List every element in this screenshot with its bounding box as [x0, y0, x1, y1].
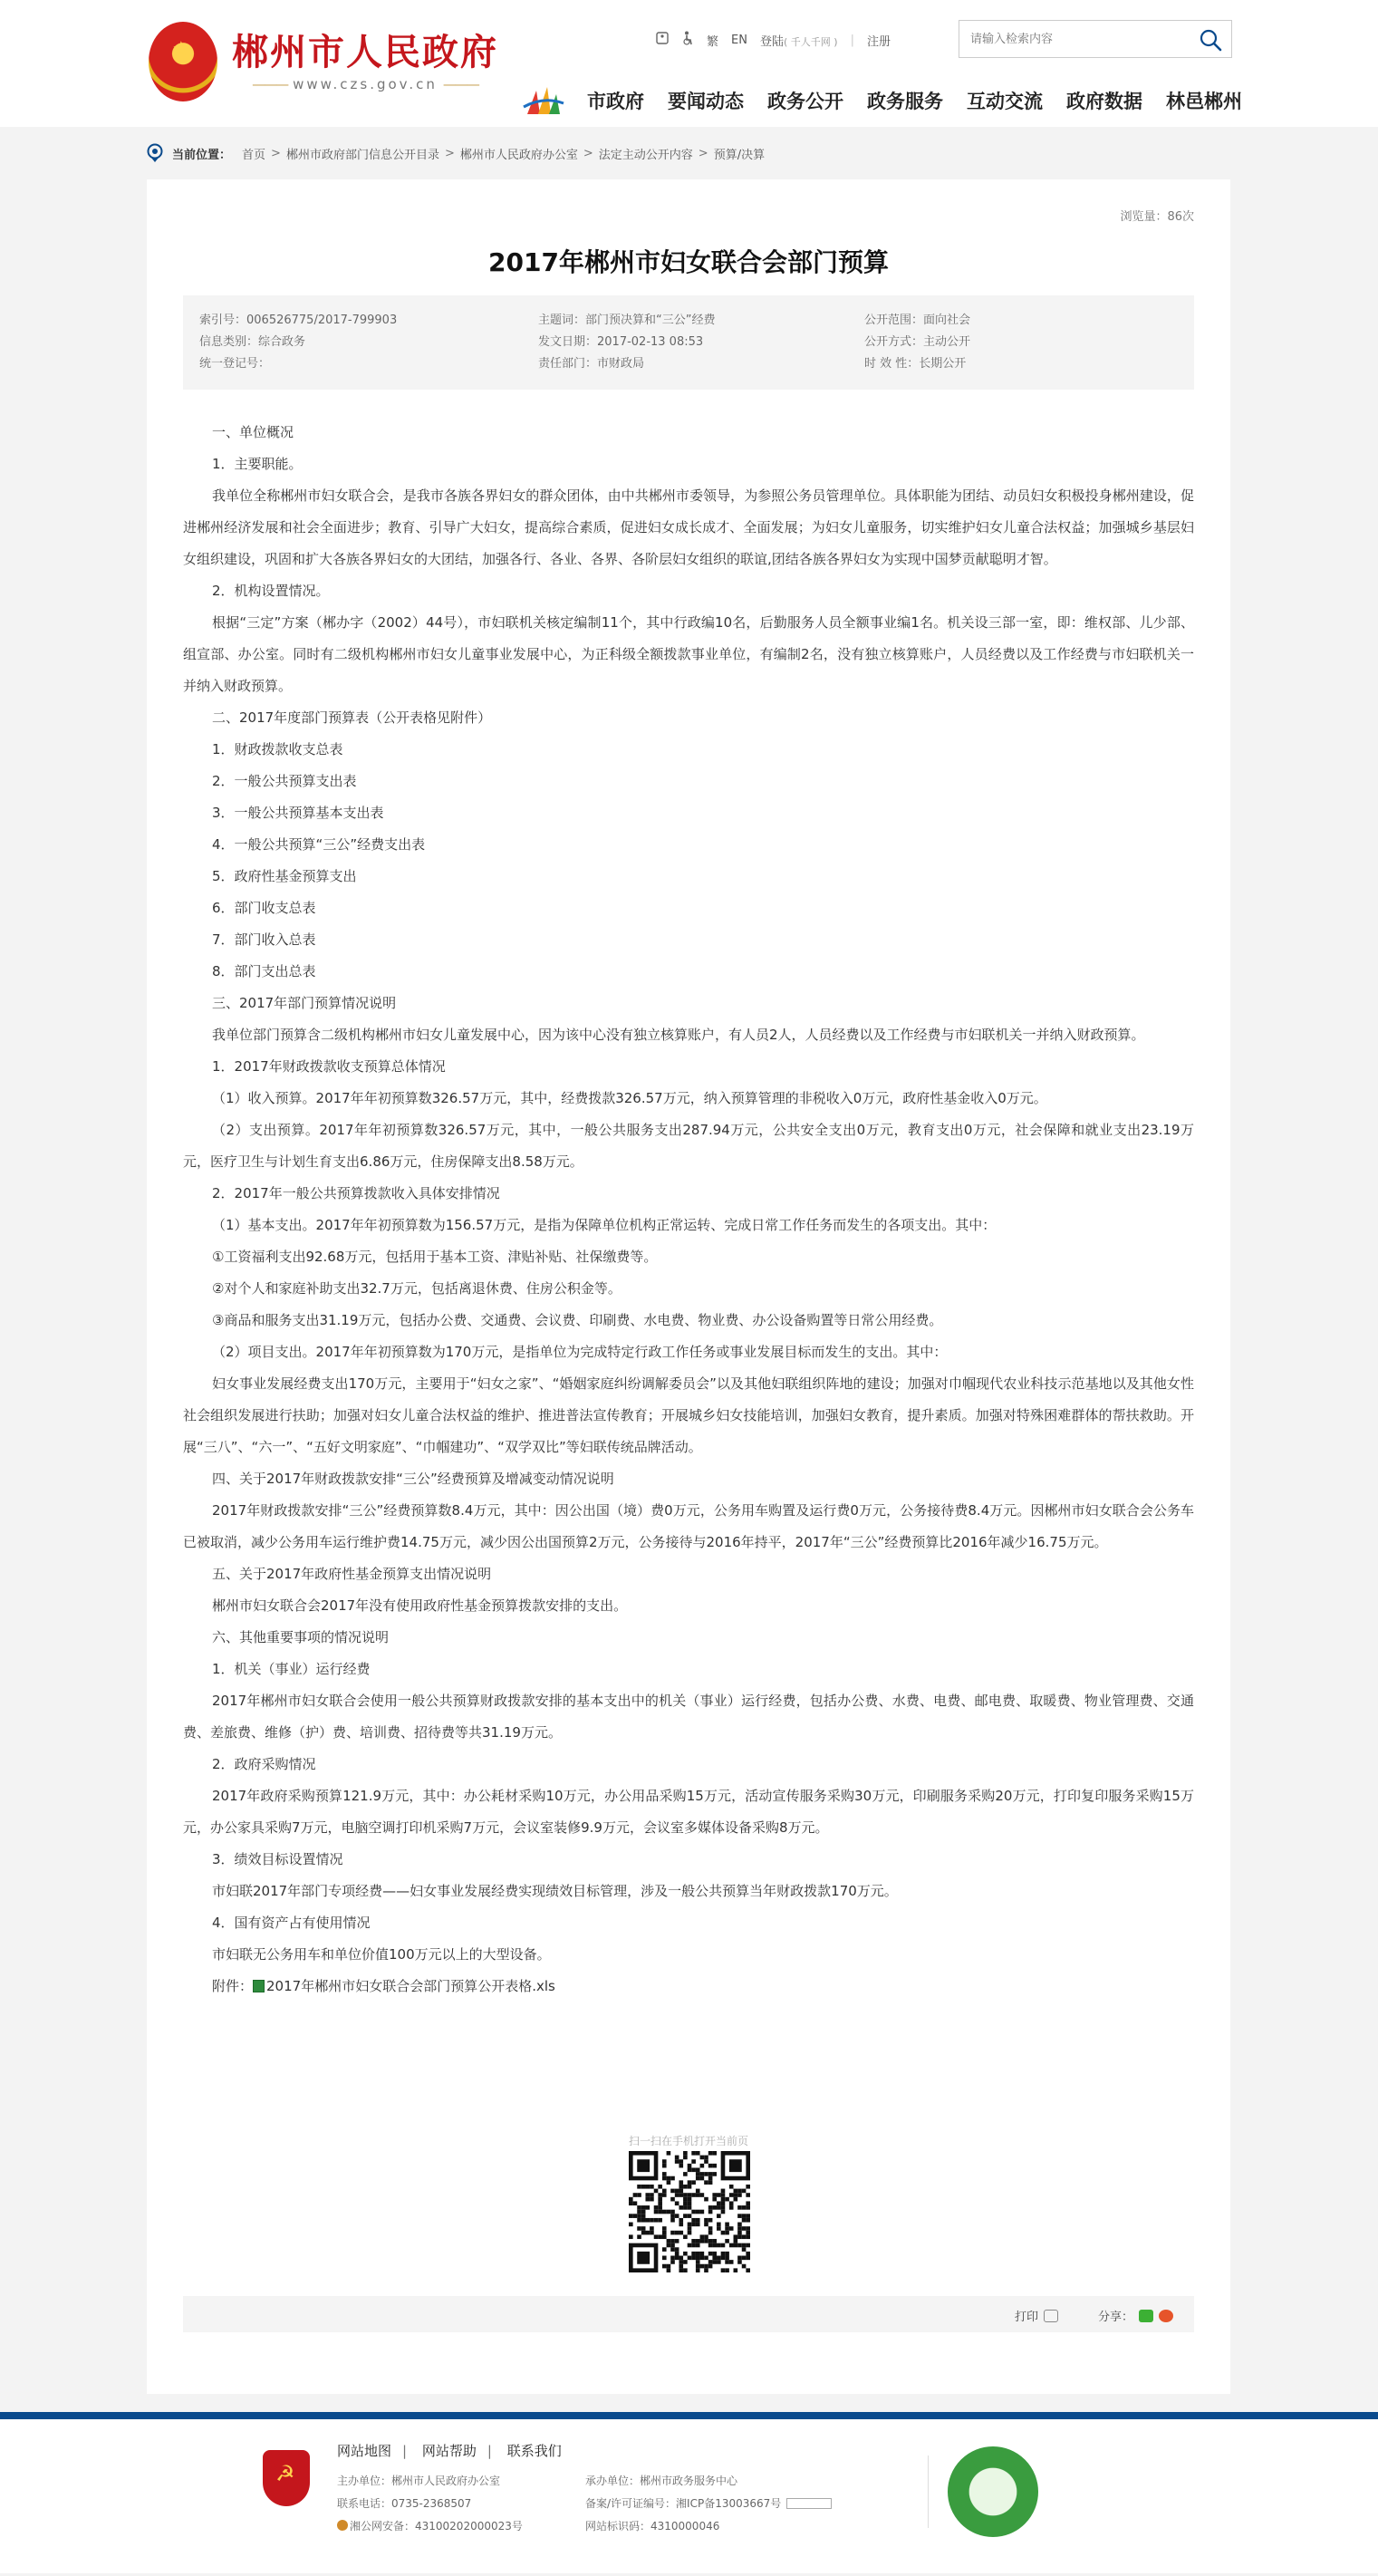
footer-icp[interactable]: 备案/许可证编号：湘ICP备13003667号 [585, 2497, 782, 2510]
article-body [183, 417, 1194, 2002]
article-paragraph: 市妇联2017年部门专项经费——妇女事业发展经费实现绩效目标管理，涉及一般公共预算当年财政拨款170万元。 [212, 1883, 898, 1899]
article-paragraph: 我单位部门预算含二级机构郴州市妇女儿童发展中心，因为该中心没有独立核算账户，有人员2人，人员经费以及工作经费与市妇联机关一并纳入财政预算。 [212, 1027, 1145, 1043]
party-emblem-icon[interactable] [263, 2450, 310, 2506]
article-paragraph: ③商品和服务支出31.19万元，包括办公费、交通费、会议费、印刷费、水电费、物业费、办公设备购置等日常公用经费。 [212, 1312, 943, 1328]
article-paragraph: （1）基本支出。2017年年初预算数为156.57万元，是指为保障单位机构正常运转、完成日常工作任务而发生的各项支出。其中： [212, 1217, 997, 1233]
breadcrumb: 当前位置： 首页 > 郴州市政府部门信息公开目录 > 郴州市人民政府办公室 > 法定主动公开内容 > 预算/决算 [147, 143, 765, 163]
article-paragraph: 2．一般公共预算支出表 [212, 773, 357, 789]
article-paragraph: 六、其他重要事项的情况说明 [212, 1629, 390, 1645]
article-paragraph: 7．部门收入总表 [212, 931, 316, 948]
meta-keywords: 主题词：部门预决算和“三公”经费 [538, 314, 716, 327]
location-pin-icon [147, 143, 163, 163]
nav-item-gov-services[interactable]: 政务服务 [867, 91, 943, 112]
meta-scope: 公开范围：面向社会 [864, 314, 971, 327]
police-badge-icon [337, 2520, 348, 2531]
footer-link-contact[interactable]: 联系我们 [506, 2443, 562, 2459]
search-input[interactable] [959, 21, 1186, 57]
article-paragraph: 6．部门收支总表 [212, 900, 316, 916]
article-panel [147, 179, 1230, 2394]
english-link[interactable]: EN [731, 33, 747, 47]
article-paragraph: 五、关于2017年政府性基金预算支出情况说明 [212, 1566, 492, 1582]
wechat-icon[interactable] [1139, 2310, 1153, 2322]
meta-index-number: 索引号：006526775/2017-799903 [199, 314, 398, 327]
article-paragraph: 妇女事业发展经费支出170万元，主要用于“妇女之家”、“婚姻家庭纠纷调解委员会”以及其他妇联组织阵地的建设；加强对巾帼现代农业科技示范基地以及其他女性社会组织发展进行扶助；加强对妇女儿童合法权益的维护、推进普法宣传教育；开展城乡妇女技能培训，加强妇女教育，提升素质。加强对特殊困难群体的帮扶救助。开展“三八”、“六一”、“五好文明家庭”、“巾帼建功”、“双学双比”等妇联传统品牌活动。 [183, 1375, 1194, 1455]
attachment-link[interactable]: 2017年郴州市妇女联合会部门预算公开表格.xls [266, 1978, 555, 1994]
cnzz-stats-icon[interactable] [786, 2498, 832, 2509]
article-paragraph: （2）支出预算。2017年年初预算数326.57万元，其中，一般公共服务支出287.94万元，公共安全支出0万元，教育支出0万元，社会保障和就业支出23.19万元，医疗卫生与计划生育支出6.86万元，住房保障支出8.58万元。 [183, 1122, 1194, 1170]
nav-item-linyi-chenzhou[interactable]: 林邑郴州 [1166, 91, 1242, 112]
footer-divider [0, 2412, 1378, 2419]
site-header [0, 0, 1378, 127]
article-paragraph: 2017年政府采购预算121.9万元，其中：办公耗材采购10万元，办公用品采购15万元，活动宣传服务采购30万元，印刷服务采购20万元，打印复印服务采购15万元，办公家具采购7万元，电脑空调打印机采购7万元，会议室装修9.9万元，会议室多媒体设备采购8万元。 [183, 1788, 1194, 1836]
elder-mode-icon[interactable] [681, 31, 694, 49]
article-paragraph: 2017年郴州市妇女联合会使用一般公共预算财政拨款安排的基本支出中的机关（事业）运行经费，包括办公费、水费、电费、邮电费、取暖费、物业管理费、交通费、差旅费、维修（护）费、培训费、招待费等共31.19万元。 [183, 1693, 1194, 1741]
footer-info-right [585, 2470, 832, 2538]
article-toolbar [183, 2296, 1194, 2332]
footer-host: 主办单位：郴州市人民政府办公室 [337, 2475, 501, 2487]
search-icon[interactable] [1199, 28, 1222, 52]
register-link[interactable]: 注册 [866, 34, 891, 49]
nav-item-news[interactable]: 要闻动态 [668, 91, 744, 112]
site-url: ——— www.czs.gov.cn ——— [232, 76, 498, 92]
footer-police[interactable]: 湘公网安备：43100202000023号 [350, 2520, 523, 2533]
login-sub-label: ( 千人千网 ) [783, 35, 838, 48]
article-paragraph: 我单位全称郴州市妇女联合会，是我市各族各界妇女的群众团体，由中共郴州市委领导，为参照公务员管理单位。具体职能为团结、动员妇女积极投身郴州建设，促进郴州经济发展和社会全面进步；教育、引导广大妇女，提高综合素质，促进妇女成长成才、全面发展；为妇女儿童服务，切实维护妇女儿童合法权益；加强城乡基层妇女组织建设，巩固和扩大各族各界妇女的大团结，加强各行、各业、各界、各阶层妇女组织的联谊,团结各族各界妇女为实现中国梦贡献聪明才智。 [183, 487, 1194, 567]
share-group [1098, 2307, 1173, 2324]
footer-icp-row [585, 2493, 832, 2515]
article-paragraph: 4．一般公共预算“三公”经费支出表 [212, 836, 426, 853]
article-paragraph: 二、2017年度部门预算表（公开表格见附件） [212, 709, 492, 726]
article-paragraph: 1．主要职能。 [212, 456, 303, 472]
article-paragraph: （1）收入预算。2017年年初预算数326.57万元，其中，经费拨款326.57万元，纳入预算管理的非税收入0万元，政府性基金收入0万元。 [212, 1090, 1047, 1106]
top-links: 繁 EN 登陆( 千人千网 ) | 注册 [656, 31, 903, 49]
nav-logo-icon [522, 83, 565, 118]
footer-link-help[interactable]: 网站帮助 [421, 2443, 477, 2459]
login-label: 登陆 [759, 34, 784, 49]
breadcrumb-item-budget[interactable]: 预算/决算 [713, 148, 766, 162]
article-paragraph: 1．财政拨款收支总表 [212, 741, 343, 757]
share-label: 分享： [1098, 2311, 1134, 2324]
article-paragraph: ①工资福利支出92.68万元，包括用于基本工资、津贴补贴、社保缴费等。 [212, 1249, 658, 1265]
traditional-chinese-link[interactable]: 繁 [707, 34, 719, 49]
article-paragraph: 8．部门支出总表 [212, 963, 316, 979]
footer-undertaker: 承办单位：郴州市政务服务中心 [585, 2475, 738, 2487]
page-title: 2017年郴州市妇女联合会部门预算 [488, 247, 889, 277]
breadcrumb-label: 当前位置： [172, 148, 232, 162]
footer-phone: 联系电话：0735-2368507 [337, 2497, 472, 2510]
article-paragraph: 三、2017年部门预算情况说明 [212, 995, 397, 1011]
main-nav [522, 83, 1266, 118]
article-paragraph: ②对个人和家庭补助支出32.7万元，包括离退休费、住房公积金等。 [212, 1280, 622, 1297]
article-paragraph: 2017年财政拨款安排“三公”经费预算数8.4万元，其中：因公出国（境）费0万元，公务用车购置及运行费0万元，公务接待费8.4万元。因郴州市妇女联合会公务车已被取消，减少公务用车运行维护费14.75万元，减少因公出国预算2万元，公务接待与2016年持平，2017年“三公”经费预算比2016年减少16.75万元。 [183, 1502, 1194, 1550]
article-paragraph: 郴州市妇女联合会2017年没有使用政府性基金预算拨款安排的支出。 [212, 1597, 628, 1614]
article-paragraph: 根据“三定”方案（郴办字（2002）44号），市妇联机关核定编制11个，其中行政编10名，后勤服务人员全额事业编1名。机关设三部一室，即：维权部、儿少部、组宣部、办公室。同时有二级机构郴州市妇女儿童事业发展中心，为正科级全额拨款事业单位，有编制2名，没有独立核算账户，人员经费以及工作经费与市妇联机关一并纳入财政预算。 [183, 614, 1194, 694]
article-paragraph: 一、单位概况 [212, 424, 294, 440]
nav-item-city-government[interactable]: 市政府 [587, 91, 644, 112]
civilized-city-badge-icon[interactable] [948, 2446, 1038, 2537]
qr-label: 扫一扫在手机打开当前页 [628, 2135, 748, 2147]
search-box [959, 20, 1232, 58]
footer-link-sitemap[interactable]: 网站地图 [337, 2443, 392, 2459]
meta-validity: 时 效 性：长期公开 [864, 357, 967, 371]
printer-icon [1044, 2310, 1058, 2322]
meta-row [199, 310, 1178, 332]
meta-department: 责任部门：市财政局 [538, 357, 645, 371]
nav-item-gov-affairs-open[interactable]: 政务公开 [767, 91, 843, 112]
meta-open-method: 公开方式：主动公开 [864, 335, 971, 349]
view-count: 浏览量：86次 [1120, 210, 1194, 224]
breadcrumb-item-legal-content[interactable]: 法定主动公开内容 [598, 148, 693, 162]
print-label: 打印 [1015, 2311, 1039, 2324]
footer-police-row [337, 2515, 523, 2538]
nav-item-interaction[interactable]: 互动交流 [967, 91, 1043, 112]
article-paragraph: 3．一般公共预算基本支出表 [212, 805, 384, 821]
site-name: 郴州市人民政府 [232, 31, 498, 73]
login-link[interactable] [760, 32, 838, 49]
attachment-label: 附件： [212, 1978, 254, 1994]
article-paragraph: 5．政府性基金预算支出 [212, 868, 357, 884]
article-paragraph: 1．2017年财政拨款收支预算总体情况 [212, 1058, 446, 1075]
excel-file-icon [253, 1980, 265, 1992]
article-paragraph: 4．国有资产占有使用情况 [212, 1915, 371, 1931]
national-emblem-icon [149, 22, 217, 101]
article-paragraph: 2．机构设置情况。 [212, 583, 330, 599]
print-button[interactable] [1015, 2307, 1058, 2324]
accessibility-icon[interactable] [656, 32, 669, 48]
article-meta [183, 295, 1194, 390]
meta-registration-number: 统一登记号： [199, 357, 271, 371]
article-paragraph: （2）项目支出。2017年年初预算数为170万元，是指单位为完成特定行政工作任务或事业发展目标而发生的支出。其中： [212, 1344, 948, 1360]
meta-row [199, 332, 1178, 353]
site-footer [0, 2419, 1378, 2573]
breadcrumb-item-home[interactable]: 首页 [242, 148, 266, 162]
article-paragraph: 2．2017年一般公共预算拨款收入具体安排情况 [212, 1185, 500, 1201]
nav-item-gov-data[interactable]: 政府数据 [1066, 91, 1142, 112]
meta-category: 信息类别：综合政务 [199, 335, 306, 349]
article-paragraph: 四、关于2017年财政拨款安排“三公”经费预算及增减变动情况说明 [212, 1471, 614, 1487]
footer-info-left [337, 2470, 523, 2538]
qr-code-icon [629, 2151, 750, 2272]
meta-row [199, 353, 1178, 375]
breadcrumb-item-catalog[interactable]: 郴州市政府部门信息公开目录 [285, 148, 439, 162]
attachment-line [183, 1971, 1194, 2002]
article-paragraph: 1．机关（事业）运行经费 [212, 1661, 371, 1677]
breadcrumb-item-office[interactable]: 郴州市人民政府办公室 [459, 148, 578, 162]
meta-date: 发文日期：2017-02-13 08:53 [538, 335, 704, 349]
article-paragraph: 3．绩效目标设置情况 [212, 1851, 343, 1867]
article-paragraph: 2．政府采购情况 [212, 1756, 316, 1772]
weibo-icon[interactable] [1159, 2310, 1173, 2322]
footer-site-code: 网站标识码：4310000046 [585, 2520, 720, 2533]
footer-links: 网站地图 | 网站帮助 | 联系我们 [337, 2443, 562, 2459]
site-logo[interactable] [149, 22, 498, 101]
article-paragraph: 市妇联无公务用车和单位价值100万元以上的大型设备。 [212, 1946, 551, 1963]
